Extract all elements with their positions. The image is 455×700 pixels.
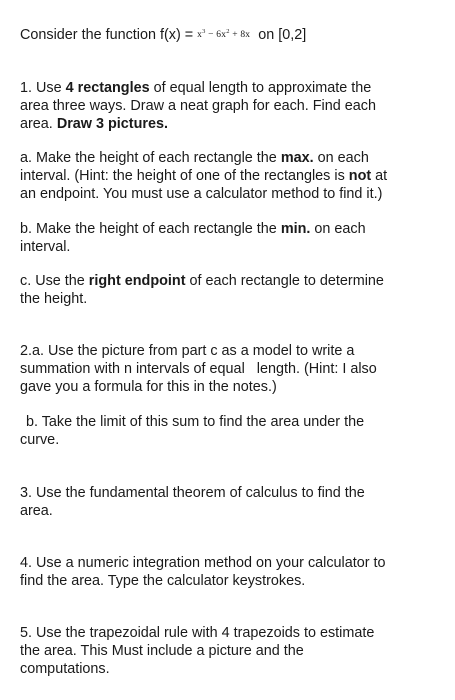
statement-prefix: Consider the function f(x) = [20, 27, 198, 43]
question-1a-line-2 [20, 167, 445, 185]
bold-text: not [348, 168, 372, 184]
text-run: interval. (Hint: the height of one of the rectangles is [20, 168, 349, 184]
question-2b [20, 413, 445, 449]
question-1-line-2: area three ways. Draw a neat graph for each. Find each [20, 98, 376, 114]
question-1 [20, 79, 445, 133]
question-5-line-2: the area. This Must include a picture and the [20, 643, 304, 659]
interval-text: on [0,2] [250, 27, 307, 43]
question-2a-line-1: 2.a. Use the picture from part c as a model to write a [20, 343, 355, 359]
question-2b-line-1: b. Take the limit of this sum to find the area under the [26, 414, 365, 430]
question-4 [20, 554, 445, 590]
text-run: area. [20, 116, 57, 132]
text-run: on each [313, 150, 369, 166]
question-1-line-1 [20, 79, 445, 97]
question-5-line-1: 5. Use the trapezoidal rule with 4 trapezoids to estimate [20, 625, 375, 641]
formula-exponent: 3 [202, 28, 206, 35]
text-run: c. Use the [20, 273, 89, 289]
question-1b-line-2: interval. [20, 239, 71, 255]
bold-text: right endpoint [88, 273, 186, 289]
problem-statement-line [20, 26, 445, 44]
question-4-line-2: find the area. Type the calculator keystrokes. [20, 573, 306, 589]
bold-text: max. [280, 150, 314, 166]
question-5-line-3: computations. [20, 661, 110, 677]
formula-term: + 8x [229, 30, 251, 40]
text-run: of each rectangle to determine [185, 273, 384, 289]
question-3-line-1: 3. Use the fundamental theorem of calculus to find the [20, 485, 365, 501]
question-1-line-3 [20, 115, 445, 133]
formula-term: x [197, 30, 203, 40]
question-1b-line-1 [20, 220, 445, 238]
question-2a [20, 342, 445, 396]
text-run: of equal length to approximate the [149, 80, 372, 96]
bold-text: Draw 3 pictures. [56, 116, 168, 132]
question-1a-line-3: an endpoint. You must use a calculator method to find it.) [20, 186, 383, 202]
question-1c-line-1 [20, 272, 445, 290]
bold-text: min. [280, 221, 311, 237]
formula-exponent: 2 [226, 28, 230, 35]
question-1c-line-2: the height. [20, 291, 88, 307]
question-3 [20, 484, 445, 520]
question-1c [20, 272, 445, 308]
question-2a-line-2: summation with n intervals of equal length. (Hint: I also [20, 361, 377, 377]
text-run: a. Make the height of each rectangle the [20, 150, 281, 166]
formula-term: − 6x [205, 30, 227, 40]
question-3-line-2: area. [20, 503, 53, 519]
problem-statement [20, 26, 445, 44]
question-4-line-1: 4. Use a numeric integration method on your calculator to [20, 555, 386, 571]
question-1a [20, 149, 445, 203]
question-2a-line-3: gave you a formula for this in the notes.) [20, 379, 277, 395]
text-run: b. Make the height of each rectangle the [20, 221, 281, 237]
question-1a-line-1 [20, 149, 445, 167]
text-run: 1. Use [20, 80, 66, 96]
question-2b-line-2: curve. [20, 432, 60, 448]
bold-text: 4 rectangles [65, 80, 150, 96]
question-5 [20, 624, 445, 678]
text-run: on each [310, 221, 366, 237]
text-run: at [371, 168, 388, 184]
question-1b [20, 220, 445, 256]
function-formula [197, 30, 250, 40]
